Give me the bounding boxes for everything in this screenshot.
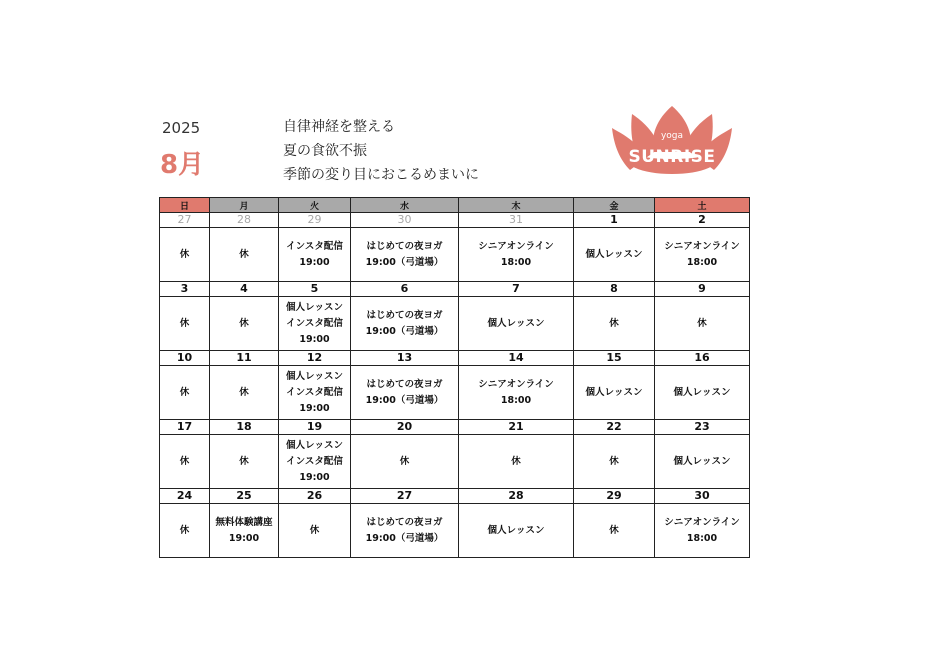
day-number-thu: 14 [459,351,574,366]
event-line: 休 [239,386,249,398]
event-line: 無料体験講座 [215,516,273,528]
day-event-cell [160,504,210,558]
weekday-header-sat: 土 [655,198,750,213]
event-line: 休 [609,524,619,536]
day-event-cell [459,297,574,351]
day-event-cell [574,366,655,420]
event-row [160,297,750,351]
logo-text-sunrise: SUNRISE [628,147,716,167]
day-number-mon: 4 [210,282,279,297]
event-line: インスタ配信 [286,317,343,329]
event-line: はじめての夜ヨガ [366,378,443,390]
event-line: 個人レッスン [286,439,343,451]
event-line: 18:00 [686,532,718,544]
day-number-tue: 29 [279,213,351,228]
day-event-cell [574,297,655,351]
event-line: 休 [179,248,190,260]
weekday-header-mon: 月 [210,198,279,213]
day-number-sun: 3 [160,282,210,297]
event-line: 休 [697,317,707,329]
theme-line: 夏の食欲不振 [283,143,367,159]
day-number-sat: 30 [655,489,750,504]
day-event-cell [351,297,459,351]
event-line: 休 [179,455,190,467]
event-line: 休 [609,317,619,329]
day-event-cell [459,228,574,282]
day-number-tue: 12 [279,351,351,366]
day-number-sun: 24 [160,489,210,504]
event-line: 個人レッスン [585,386,643,398]
event-line: 個人レッスン [673,455,731,467]
event-line: 19:00（弓道場） [365,394,444,406]
event-line: 個人レッスン [286,301,343,313]
event-line: 休 [399,455,410,467]
day-event-cell [459,366,574,420]
event-line: 19:00（弓道場） [365,325,444,337]
date-row [160,213,750,228]
day-number-tue: 5 [279,282,351,297]
event-line: 休 [239,455,249,467]
weekday-header-sun: 日 [160,198,210,213]
event-line: シニアオンライン [664,516,740,528]
logo-text-yoga: yoga [660,131,684,141]
day-number-thu: 21 [459,420,574,435]
day-number-fri: 29 [574,489,655,504]
date-row [160,351,750,366]
day-number-thu: 31 [459,213,574,228]
date-row [160,489,750,504]
day-number-sat: 23 [655,420,750,435]
event-row [160,435,750,489]
day-event-cell [655,435,750,489]
event-line: はじめての夜ヨガ [366,240,443,252]
date-row [160,282,750,297]
event-line: 休 [239,248,249,260]
day-number-thu: 28 [459,489,574,504]
event-line: 休 [179,386,190,398]
day-number-mon: 11 [210,351,279,366]
day-number-sat: 16 [655,351,750,366]
day-number-wed: 20 [351,420,459,435]
day-number-sun: 27 [160,213,210,228]
year-label: 2025 [162,119,201,137]
day-number-fri: 15 [574,351,655,366]
event-line: 19:00 [299,333,330,345]
day-number-wed: 13 [351,351,459,366]
day-number-tue: 26 [279,489,351,504]
day-number-thu: 7 [459,282,574,297]
weekday-header-fri: 金 [574,198,655,213]
event-line: 休 [239,317,249,329]
event-line: はじめての夜ヨガ [366,516,443,528]
day-event-cell [351,366,459,420]
day-event-cell [655,366,750,420]
day-event-cell [279,504,351,558]
day-event-cell [279,366,351,420]
day-event-cell [210,297,279,351]
day-event-cell [160,297,210,351]
event-line: 19:00（弓道場） [365,532,444,544]
day-number-sun: 10 [160,351,210,366]
event-line: 18:00 [500,256,532,268]
event-line: 個人レッスン [673,386,731,398]
event-line: 19:00（弓道場） [365,256,444,268]
lotus-logo-icon [610,104,734,176]
day-event-cell [210,435,279,489]
weekday-header-tue: 火 [279,198,351,213]
date-row [160,420,750,435]
event-line: 個人レッスン [286,370,343,382]
day-event-cell [279,297,351,351]
day-number-sat: 9 [655,282,750,297]
event-line: 18:00 [500,394,532,406]
event-line: シニアオンライン [664,240,740,252]
event-line: 個人レッスン [487,524,545,536]
event-line: 18:00 [686,256,718,268]
day-event-cell [351,435,459,489]
weekday-header-wed: 水 [351,198,459,213]
event-line: インスタ配信 [286,240,343,252]
day-event-cell [655,297,750,351]
day-event-cell [655,504,750,558]
day-number-fri: 22 [574,420,655,435]
day-number-tue: 19 [279,420,351,435]
day-event-cell [210,228,279,282]
event-line: 休 [309,524,320,536]
event-line: 19:00 [299,256,330,268]
event-row [160,366,750,420]
day-event-cell [459,435,574,489]
day-number-mon: 28 [210,213,279,228]
day-event-cell [210,504,279,558]
day-number-fri: 8 [574,282,655,297]
event-line: 休 [511,455,521,467]
day-event-cell [160,228,210,282]
yoga-sunrise-logo [610,104,734,176]
event-line: 19:00 [299,471,330,483]
day-event-cell [279,435,351,489]
day-event-cell [210,366,279,420]
day-event-cell [160,366,210,420]
day-event-cell [351,228,459,282]
event-line: 個人レッスン [585,248,643,260]
day-event-cell [574,228,655,282]
day-event-cell [574,435,655,489]
event-line: シニアオンライン [478,378,554,390]
day-number-wed: 6 [351,282,459,297]
weekday-header-row [160,198,750,213]
day-event-cell [574,504,655,558]
schedule-calendar [159,197,750,558]
event-line: インスタ配信 [286,386,343,398]
event-row [160,228,750,282]
event-line: 19:00 [228,532,260,544]
day-number-sat: 2 [655,213,750,228]
monthly-themes [283,115,479,187]
month-label: 8月 [160,150,205,180]
event-line: 休 [609,455,619,467]
event-row [160,504,750,558]
day-event-cell [351,504,459,558]
weekday-header-thu: 木 [459,198,574,213]
event-line: インスタ配信 [286,455,343,467]
event-line: はじめての夜ヨガ [366,309,443,321]
day-number-mon: 25 [210,489,279,504]
theme-line: 自律神経を整える [283,119,395,135]
day-number-wed: 27 [351,489,459,504]
day-number-fri: 1 [574,213,655,228]
event-line: 休 [179,317,190,329]
day-number-mon: 18 [210,420,279,435]
event-line: 19:00 [299,402,330,414]
event-line: 個人レッスン [487,317,545,329]
day-number-wed: 30 [351,213,459,228]
theme-line: 季節の変り目におこるめまいに [283,167,479,183]
day-event-cell [459,504,574,558]
day-number-sun: 17 [160,420,210,435]
day-event-cell [160,435,210,489]
day-event-cell [279,228,351,282]
event-line: シニアオンライン [478,240,554,252]
day-event-cell [655,228,750,282]
event-line: 休 [179,524,190,536]
